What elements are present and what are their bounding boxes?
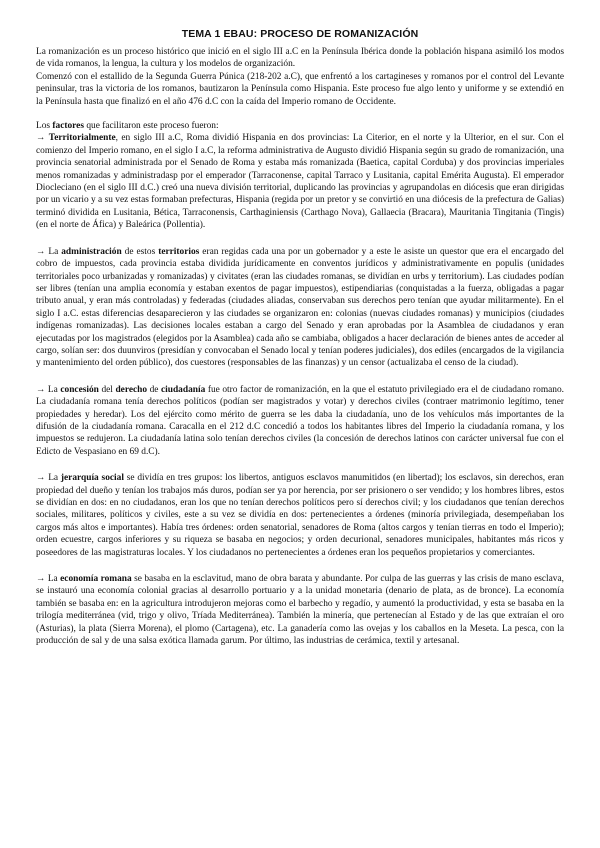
bold-term: ciudadanía bbox=[160, 384, 206, 395]
factor-paragraph bbox=[36, 384, 564, 458]
factors-lead-pre: Los bbox=[36, 121, 53, 132]
paragraph-text: se dividía en tres grupos: los libertos, antiguos esclavos manumitidos (en libertad); los esclavos, sin derechos, eran propiedad del dueño y tenían los trabajos más duros, podían ser ya por herencia, por ser prisionero o ser vendido; y los hombres libres, estos se dividían en dos: en no ciudadanos, eran los que no tenían derechos políticos pero sí derechos civil; y los ciudadanos que tenían derechos sociales, militares, políticos y civiles, este a su vez se dividía en dos: pertenecientes a órdenes (minoría privilegiada, desempeñaban los cargos más altos e importantes). Había tres órdenes: orden senatorial, senadores de Roma (altos cargos y tenían tierras en todo el Imperio); orden ecuestre, cargos inferiores y su riqueza se basaba en negocios; y orden decurional, senadores municipales, habitantes más ricos y poseedores de las magistraturas locales. Y los ciudadanos no pertenecientes a órdenes eran los pequeños propietarios y comerciantes. bbox=[36, 473, 564, 558]
spacer bbox=[36, 458, 564, 472]
bold-term: Territorialmente bbox=[48, 133, 116, 144]
bold-term: territorios bbox=[158, 246, 200, 257]
arrow-icon: → bbox=[36, 384, 48, 395]
arrow-icon: → bbox=[36, 473, 49, 484]
paragraph-text: La bbox=[48, 473, 61, 484]
intro-paragraph: La romanización es un proceso histórico que inició en el siglo III a.C en la Península Ibérica donde la población hispana asimiló los modos de vida romanos, la lengua, la cultura y los modelos de organización. bbox=[36, 47, 564, 70]
paragraph-text: del bbox=[98, 384, 116, 395]
paragraph-text: La bbox=[47, 384, 61, 395]
arrow-icon: → bbox=[36, 246, 49, 257]
factors-lead bbox=[36, 120, 564, 132]
bold-term: jerarquía social bbox=[60, 473, 124, 484]
bold-term: administración bbox=[61, 246, 122, 257]
paragraph-text: , en siglo III a.C, Roma dividió Hispania en dos provincias: La Citerior, en el norte y la Ulterior, en el sur. Con el comienzo del Imperio romano, en el siglo I a.C, la reforma administrativa de Augusto dividió Hispania según su grado de romanización, una provincia senatorial administrada por el Senado de Roma y estaba más romanizada (Baetica, capital Corduba) y dos provincias imperiales menos romanizadas y administradasp por el emperador (Tarraconense, capital Tarraco y Lusitania, capital Emérita Augusta). El emperador Diocleciano (en el siglo III d.C.) creó una nueva división territorial, duplicando las provincias y agrupandolas en diócesis que eran dirigidas por un vicario y a su vez estas formaban prefecturas, Hispania (regida por un pretor y se convirtió en una diócesis de la prefectura de Galias) terminó dividida en Lusitania, Bética, Tarraconensis, Carthaginiensis (Carthago Nova), Gallaecia (Bracara), Mauritania Tingitania (Tingis) (en el norte de Áfica) y Baleárica (Pollentia). bbox=[36, 133, 564, 231]
paragraph-text: fue otro factor de romanización, en la que el estatuto privilegiado era el de ciudadano romano. La ciudadanía romana tenía derechos políticos (podían ser magistrados y votar) y derechos civiles (contraer matrimonio legítimo, tener propiedades y heredar). Los del ejército como mérito de guerra se les daba la ciudadanía, uno de los vehículos más importantes de la difusión de la ciudadanía romana. Caracalla en el 212 d.C concedió a todos los habitantes libres del Imperio la ciudadanía romana, y los impuestos se redujeron. La ciudadanía latina solo tenían derechos civiles (la concesión de derechos latinos con carácter universal fue con el Edicto de Vespasiano en 69 d.C). bbox=[36, 384, 564, 457]
bold-term: concesión bbox=[60, 384, 99, 395]
spacer bbox=[36, 559, 564, 573]
paragraph-text: de estos bbox=[121, 246, 159, 257]
intro-paragraph: Comenzó con el estallido de la Segunda Guerra Púnica (218-202 a.C), que enfrentó a los cartagineses y romanos por el control del Levante peninsular, tras la victoria de los romanos, bautizaron la Península como Hispania. Este proceso fue algo lento y uniforme y se extendió en la Península hasta que finalizó en el año 476 d.C con la caída del Imperio romano de Occidente. bbox=[36, 71, 564, 107]
paragraph-text: de bbox=[147, 384, 161, 395]
arrow-icon: → bbox=[36, 574, 48, 585]
spacer bbox=[36, 370, 564, 384]
spacer bbox=[36, 232, 564, 246]
bold-term: economía romana bbox=[60, 574, 132, 585]
page-title: TEMA 1 EBAU: PROCESO DE ROMANIZACIÓN bbox=[181, 28, 419, 40]
factor-paragraph bbox=[36, 246, 564, 370]
paragraph-text: La bbox=[47, 574, 61, 585]
factors-lead-bold: factores bbox=[52, 121, 84, 132]
spacer bbox=[36, 108, 564, 120]
factor-sections bbox=[36, 132, 564, 647]
arrow-icon: → bbox=[36, 133, 49, 144]
paragraph-text: eran regidas cada una por un gobernador y a este le asiste un questor que era el encargado del cobro de impuestos, cada provincia estaba dividida jurídicamente en conventos jurídicos y administrativamente en populis (unidades territoriales poco urbanizadas y romanizadas) y civitates (eran las ciudades romanas, se dividían en urbs y territorium). Las ciudades podían ser libres (tenían una amplia economía y estaban exentos de pagar impuestos), estipendiarias (conquistadas a la fuerza, obligadas a pagar tributo anual, y eran más controladas) y federadas (ciudades aliadas, conservaban sus derechos pero tenían que ayudar militarmente). En el siglo I a.C. estas diferencias desaparecieron y las ciudades se organizaron en: colonias (nuevas ciudades romanas) y municipios (ciudades indígenas romanizadas). Las decisiones locales estaban a cargo del Senado y eran aprobadas por la Asamblea de ciudadanos y eran ejecutadas por los magistrados (elegidos por la Asamblea) cada año se cambiaba, obligados a hacer declaración de bienes antes de acceder al cargo, solían ser: dos duunviros (presidían y convocaban el Senado local y tenían poderes judiciales), dos ediles (encargados de la vigilancia y mantenimiento del orden público), dos cuestores (responsables de las finanzas) y un censor (actualizaba el censo de la ciudad). bbox=[36, 246, 564, 369]
paragraph-text: La bbox=[48, 246, 62, 257]
factor-paragraph bbox=[36, 472, 564, 559]
factor-paragraph bbox=[36, 132, 564, 231]
bold-term: derecho bbox=[115, 384, 148, 395]
factors-lead-post: que facilitaron este proceso fueron: bbox=[84, 121, 219, 132]
factor-paragraph bbox=[36, 573, 564, 647]
paragraph-text: se basaba en la esclavitud, mano de obra barata y abundante. Por culpa de las guerras y las crisis de mano esclava, se instauró una economía colonial gracias al desarrollo portuario y a la unidad monetaria (denario de plata, as de bronce). La economía también se basaba en: en la agricultura introdujeron mejoras como el barbecho y regadío, y aumentó la productividad, y esta se basaba en la trilogía mediterránea (vid, trigo y olivo, Tríada Mediterránea). También la minería, que pertenecían al Estado y de las que extraían el oro (Asturias), la plata (Sierra Morena), el plomo (Cartagena), etc. La ganadería como las ovejas y los caballos en la Meseta. La pesca, con la producción de sal y de una salsa exótica llamada garum. Por último, las industrias de cerámica, textil y artesanal. bbox=[36, 574, 565, 647]
